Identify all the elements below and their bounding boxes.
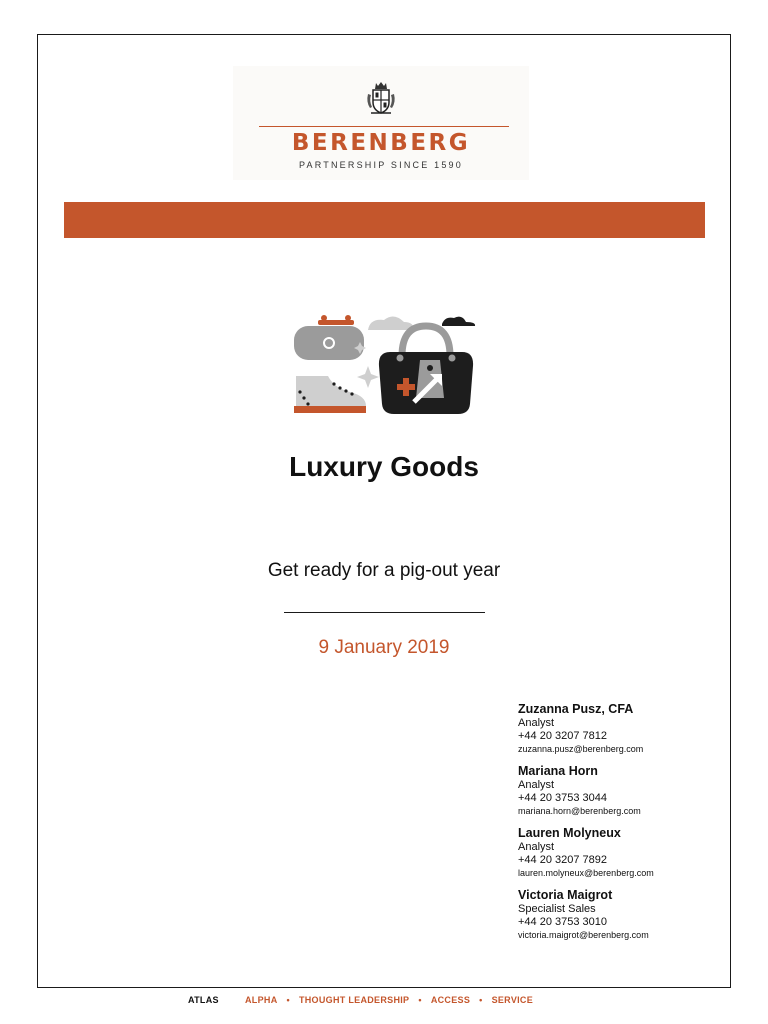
contact-card (518, 702, 723, 755)
contact-name: Mariana Horn (518, 764, 598, 778)
contact-phone: +44 20 3753 3044 (518, 792, 608, 804)
footer-separator: • (479, 995, 483, 1005)
contact-email[interactable]: victoria.maigrot@berenberg.com (518, 930, 649, 940)
report-date: 9 January 2019 (318, 637, 450, 658)
contact-email[interactable]: zuzanna.pusz@berenberg.com (518, 744, 644, 754)
luxury-goods-illustration-icon (290, 308, 480, 420)
page-title: Luxury Goods (289, 451, 479, 482)
contact-phone: +44 20 3753 3010 (518, 916, 608, 928)
footer-bar (0, 995, 768, 1009)
logo-tagline: PARTNERSHIP SINCE 1590 (299, 160, 463, 170)
logo-wordmark: BERENBERG (291, 130, 471, 156)
contact-card (518, 764, 723, 817)
footer-separator: • (418, 995, 422, 1005)
contact-name: Lauren Molyneux (518, 826, 621, 840)
footer-item-access: ACCESS (430, 995, 471, 1005)
footer-separator: • (286, 995, 290, 1005)
contact-phone: +44 20 3207 7812 (518, 730, 608, 742)
contact-role: Specialist Sales (518, 903, 596, 915)
contact-card (518, 888, 723, 941)
contact-email[interactable]: lauren.molyneux@berenberg.com (518, 868, 654, 878)
title-divider (284, 612, 485, 613)
contact-card (518, 826, 723, 879)
contact-email[interactable]: mariana.horn@berenberg.com (518, 806, 641, 816)
logo-rule (259, 126, 509, 127)
footer-item-thought-leadership: THOUGHT LEADERSHIP (298, 995, 410, 1005)
berenberg-logo (233, 66, 529, 180)
contact-role: Analyst (518, 841, 555, 853)
footer-nav (245, 995, 533, 1005)
accent-banner (64, 202, 705, 238)
contact-role: Analyst (518, 717, 555, 729)
contact-name: Victoria Maigrot (518, 888, 613, 902)
footer-item-service: SERVICE (491, 995, 534, 1005)
contact-name: Zuzanna Pusz, CFA (518, 702, 634, 716)
analyst-contacts (518, 702, 723, 950)
footer-item-alpha: ALPHA (245, 995, 278, 1005)
contact-role: Analyst (518, 779, 555, 791)
page-subtitle: Get ready for a pig-out year (267, 560, 501, 581)
footer-atlas: ATLAS (188, 995, 219, 1005)
contact-phone: +44 20 3207 7892 (518, 854, 608, 866)
berenberg-crest-icon (363, 80, 399, 116)
